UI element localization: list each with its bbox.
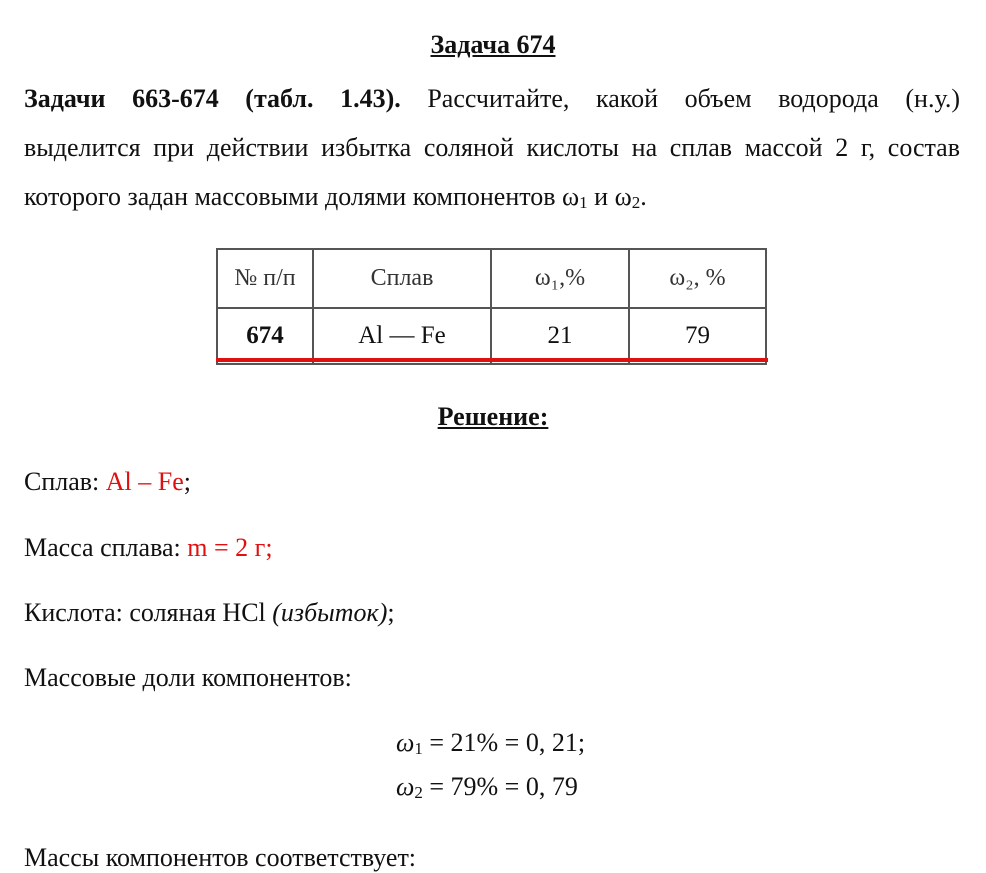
table-row xyxy=(217,308,766,364)
mass-label: Масса сплава: xyxy=(24,533,188,562)
alloy-value: Al – Fe xyxy=(105,467,184,496)
cell-omega1: 21 xyxy=(491,308,629,364)
header-omega1: ω₁,% xyxy=(491,249,629,308)
solution-title: Решение: xyxy=(437,402,549,431)
problem-text-3a: которого задан массовыми долями компонентов ω xyxy=(24,182,580,211)
formula-expression: = 21% = 0, 21; xyxy=(422,728,586,757)
alloy-label: Сплав: xyxy=(24,467,106,496)
acid-note: (избыток) xyxy=(272,598,388,627)
omega-sub-1: 1 xyxy=(579,193,588,212)
given-fractions: Массовые доли компонентов: xyxy=(24,663,352,692)
omega-symbol: ω xyxy=(396,728,415,757)
omega-subscript: 2 xyxy=(414,783,423,802)
tail-text: Массы компонентов соответствует: xyxy=(24,843,417,872)
given-acid xyxy=(24,598,395,628)
problem-line-1 xyxy=(24,74,960,123)
cell-alloy: Al — Fe xyxy=(313,308,491,364)
omega-sub-2: 2 xyxy=(631,193,641,212)
acid-end: ; xyxy=(387,598,395,627)
problem-line-2: выделится при действии избытка соляной кислоты на сплав массой 2 г, состав xyxy=(24,133,960,162)
problem-text-1: Рассчитайте, какой объем водорода (н.у.) xyxy=(427,84,960,113)
data-table xyxy=(216,248,767,365)
cell-number: 674 xyxy=(217,308,313,364)
page-title: Задача 674 xyxy=(430,30,556,59)
formula-expression: = 79% = 0, 79 xyxy=(422,772,578,801)
given-mass xyxy=(24,533,273,563)
formula-omega2 xyxy=(396,772,578,802)
formula-omega1 xyxy=(396,728,585,758)
alloy-end: ; xyxy=(183,467,192,496)
given-alloy xyxy=(24,467,191,497)
table-header-row xyxy=(217,249,766,308)
cell-omega2: 79 xyxy=(629,308,766,364)
problem-reference: Задачи 663-674 (табл. 1.43). xyxy=(24,84,401,113)
header-omega2: ω₂, % xyxy=(629,249,766,308)
header-number: № п/п xyxy=(217,249,313,308)
mass-value: m = 2 г; xyxy=(187,533,273,562)
acid-label: Кислота: соляная HCl xyxy=(24,598,273,627)
omega-symbol: ω xyxy=(396,772,415,801)
table-underline xyxy=(216,358,768,362)
problem-text-3c: . xyxy=(640,182,647,211)
problem-line-3 xyxy=(24,172,960,221)
header-alloy: Сплав xyxy=(313,249,491,308)
problem-text-3b: и ω xyxy=(587,182,632,211)
omega-subscript: 1 xyxy=(414,739,423,758)
